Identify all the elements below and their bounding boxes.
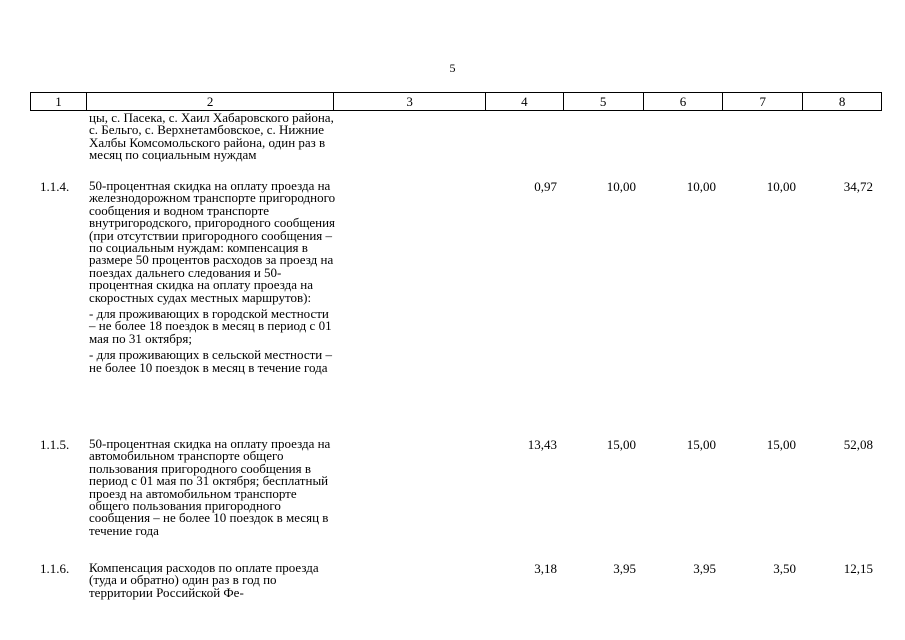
header-col-5: 5 bbox=[564, 93, 644, 110]
page-number: 5 bbox=[449, 61, 456, 75]
header-col-8: 8 bbox=[838, 94, 846, 109]
header-col-2: 2 bbox=[87, 93, 334, 110]
row-value-col-6: 10,00 bbox=[686, 179, 716, 194]
row-value-col-8: 52,08 bbox=[843, 437, 873, 452]
row-value-col-6: 3,95 bbox=[693, 561, 716, 576]
row-value-col-7: 10,00 bbox=[766, 179, 796, 194]
row-paragraph: - для проживающих в сельской местности – не более 10 поездок в месяц в течение года bbox=[89, 347, 332, 375]
row-value-col-4: 3,18 bbox=[534, 561, 557, 576]
row-description bbox=[89, 562, 337, 599]
row-value-col-7: 3,50 bbox=[773, 561, 796, 576]
row-paragraph: Компенсация расходов по оплате проезда (туда и обратно) один раз в год по территории Российской Фе- bbox=[89, 560, 319, 600]
row-number: 1.1.5. bbox=[40, 437, 70, 452]
row-value-col-5: 10,00 bbox=[606, 179, 636, 194]
header-col-3: 3 bbox=[334, 93, 486, 110]
row-value-col-7: 15,00 bbox=[766, 437, 796, 452]
row-value-col-8: 12,15 bbox=[843, 561, 873, 576]
continuation-text bbox=[89, 112, 337, 162]
header-col-4: 4 bbox=[486, 93, 564, 110]
row-value-col-8: 34,72 bbox=[843, 179, 873, 194]
table-header bbox=[30, 92, 882, 111]
row-value-col-6: 15,00 bbox=[686, 437, 716, 452]
header-col-6: 6 bbox=[644, 93, 724, 110]
row-value-col-4: 0,97 bbox=[534, 179, 557, 194]
row-paragraph: 50-процентная скидка на оплату проезда на автомобильном транспорте общего пользования пригородного сообщения в период с 01 мая по 31 октября; бесплатный проезд на автомобильном транспорте общего пользования пригородного сообщения – не более 10 поездок в месяц в течение года bbox=[89, 436, 331, 538]
row-number: 1.1.4. bbox=[40, 179, 70, 194]
row-value-col-5: 3,95 bbox=[613, 561, 636, 576]
header-col-1: 1 bbox=[31, 93, 87, 110]
row-paragraph: 50-процентная скидка на оплату проезда на железнодорожном транспорте пригородного сообщения и водном транспорте внутригородского, пригородного сообщения (при отсутствии пригородного сообщения – по социальным нуждам: компенсация в размере 50 процентов расходов за проезд на поездах дальнего следования и 50-процентная скидка на оплату проезда на скоростных судах местных маршрутов): bbox=[89, 178, 336, 305]
header-col-7: 7 bbox=[723, 93, 803, 110]
row-description bbox=[89, 180, 337, 374]
continuation-paragraph: цы, с. Пасека, с. Хаил Хабаровского района, с. Бельго, с. Верхнетамбовское, с. Нижние Халбы Комсомольского района, один раз в месяц по социальным нуждам bbox=[89, 110, 334, 163]
row-value-col-4: 13,43 bbox=[527, 437, 557, 452]
row-paragraph: - для проживающих в городской местности – не более 18 поездок в месяц в период с 01 мая по 31 октября; bbox=[89, 306, 332, 346]
row-value-col-5: 15,00 bbox=[606, 437, 636, 452]
row-number: 1.1.6. bbox=[40, 561, 70, 576]
row-description bbox=[89, 438, 337, 537]
